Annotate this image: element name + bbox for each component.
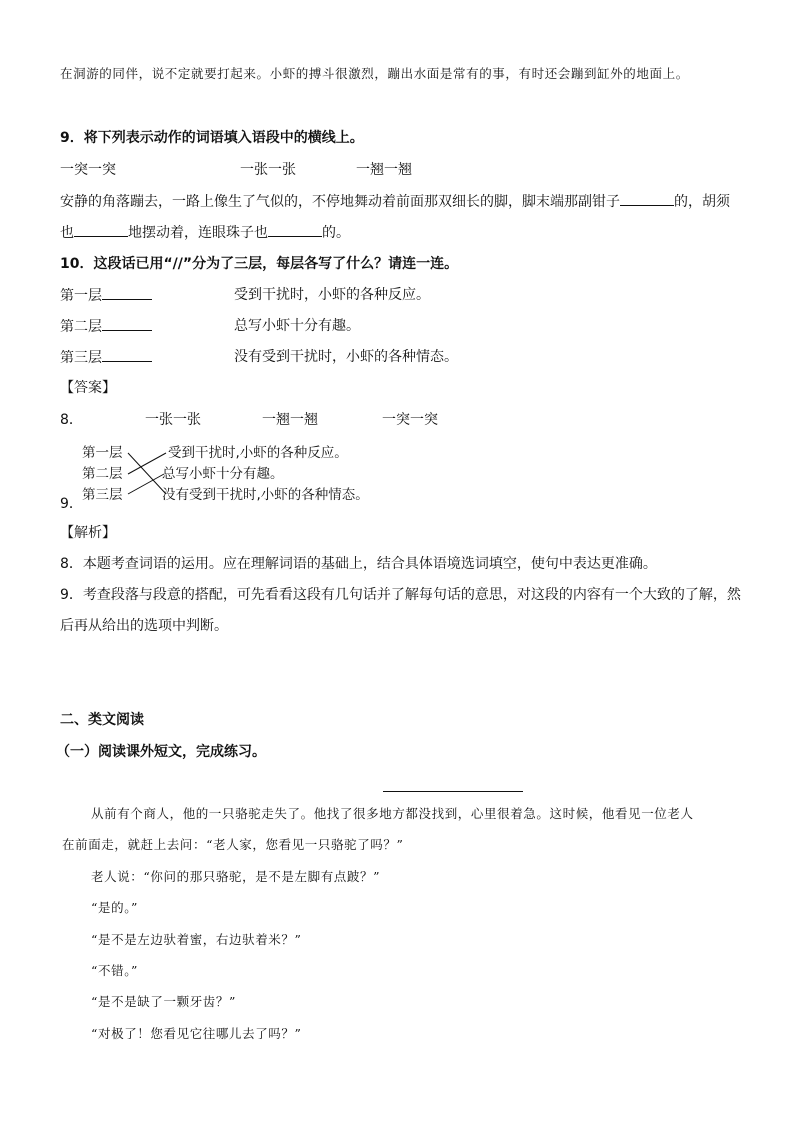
story-line-4: “是的。” — [91, 900, 139, 915]
analysis-9-line-1: 9．考查段落与段意的搭配，可先看看这段有几句话并了解每句话的意思，对这段的内容有一个大致的了解，然 — [60, 587, 741, 603]
diagram-right-2: 总写小虾十分有趣。 — [162, 466, 284, 482]
story-line-6: “不错。” — [91, 963, 139, 978]
option-3: 一翘一翘 — [356, 162, 412, 178]
match-row-3: 第三层 没有受到干扰时，小虾的各种情态。 — [60, 349, 458, 366]
diagram-left-2: 第二层 — [82, 466, 123, 482]
question-9-paragraph-line-1: 安静的角落蹦去，一路上像生了气似的，不停地舞动着前面那双细长的脚，脚末端那副钳子 的，胡须 — [60, 191, 730, 212]
match-row-2: 第二层 总写小虾十分有趣。 — [60, 318, 360, 335]
question-9-title: 9．将下列表示动作的词语填入语段中的横线上。 — [60, 130, 364, 146]
passage-continuation: 在洞游的同伴，说不定就要打起来。小虾的搏斗很激烈，蹦出水面是常有的事，有时还会蹦到缸外的地面上。 — [60, 66, 689, 81]
diagram-right-3: 没有受到干扰时,小虾的各种情态。 — [162, 487, 369, 503]
match-blank-1[interactable] — [102, 285, 152, 300]
question-10-title: 10．这段话已用“//”分为了三层，每层各写了什么？请连一连。 — [60, 256, 459, 272]
story-title-blank[interactable] — [383, 791, 523, 792]
analysis-header: 【解析】 — [60, 525, 116, 541]
match-blank-3[interactable] — [102, 347, 152, 362]
option-1: 一突一突 — [60, 162, 116, 178]
diagram-left-1: 第一层 — [82, 445, 123, 461]
story-line-1: 从前有个商人，他的一只骆驼走失了。他找了很多地方都没找到，心里很着急。这时候，他看见一位老人 — [91, 806, 694, 821]
match-row-1: 第一层 受到干扰时，小虾的各种反应。 — [60, 287, 430, 304]
fill-blank-2[interactable] — [74, 222, 128, 237]
matching-answer-diagram — [82, 442, 382, 508]
section-subtitle: （一）阅读课外短文，完成练习。 — [56, 744, 266, 760]
line-layer1-to-right3 — [128, 453, 166, 494]
match-blank-2[interactable] — [102, 316, 152, 331]
section-title: 二、类文阅读 — [60, 712, 144, 728]
analysis-8: 8．本题考查词语的运用。应在理解词语的基础上，结合具体语境选词填空，使句中表达更准确。 — [60, 556, 657, 572]
fill-blank-1[interactable] — [620, 191, 674, 206]
diagram-left-3: 第三层 — [82, 487, 123, 503]
story-line-7: “是不是缺了一颗牙齿？” — [91, 994, 236, 1009]
story-line-5: “是不是左边驮着蜜，右边驮着米？” — [91, 932, 302, 947]
analysis-9-line-2: 后再从给出的选项中判断。 — [60, 618, 228, 634]
answer-8: 8． 一张一张 一翘一翘 一突一突 — [60, 412, 438, 428]
line-layer3-to-right2 — [128, 474, 164, 494]
answer-header: 【答案】 — [60, 380, 116, 396]
option-2: 一张一张 — [240, 162, 296, 178]
question-9-options — [60, 160, 460, 180]
question-9-paragraph-line-2: 也 地摆动着，连眼珠子也 的。 — [60, 222, 350, 243]
story-line-3: 老人说：“你问的那只骆驼，是不是左脚有点跛？” — [91, 869, 381, 884]
story-line-2: 在前面走，就赶上去问：“老人家，您看见一只骆驼了吗？” — [62, 837, 404, 852]
story-line-8: “对极了！您看见它往哪儿去了吗？” — [91, 1026, 302, 1041]
line-layer2-to-right1 — [128, 453, 166, 474]
diagram-right-1: 受到干扰时,小虾的各种反应。 — [168, 445, 348, 461]
answer-9-number: 9． — [60, 496, 83, 512]
fill-blank-3[interactable] — [268, 222, 322, 237]
